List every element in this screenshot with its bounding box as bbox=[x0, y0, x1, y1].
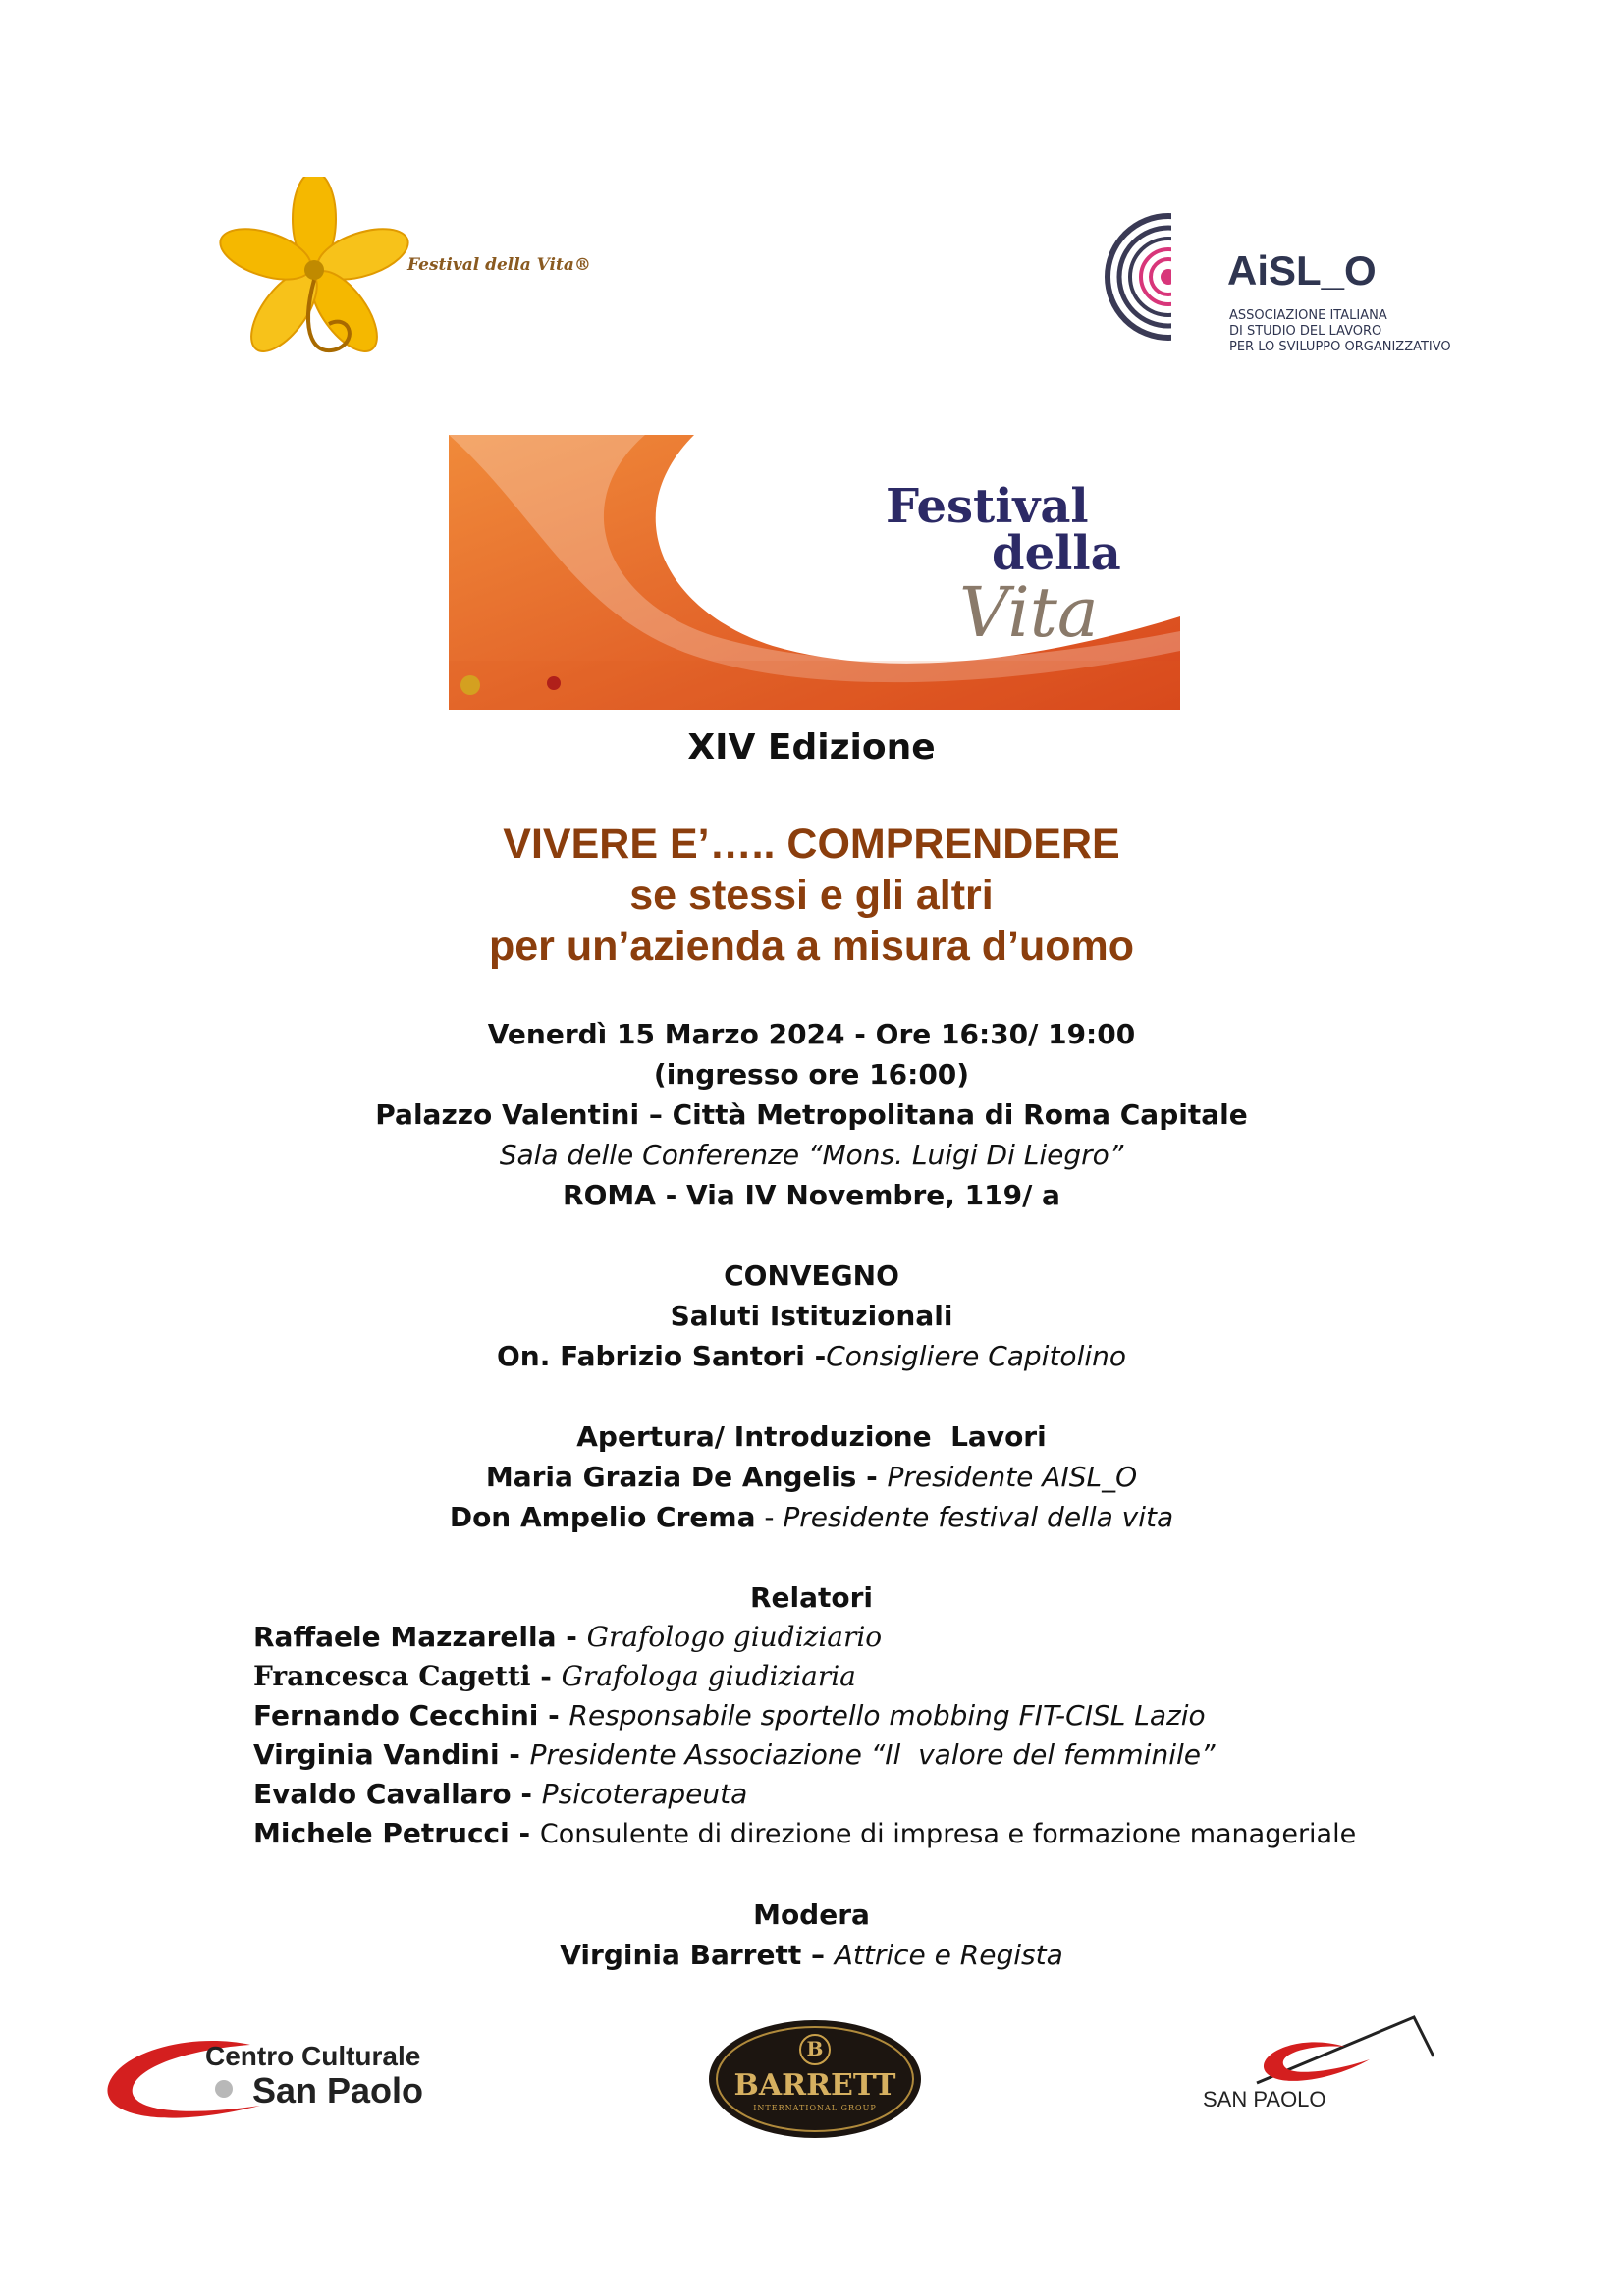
speaker-row bbox=[253, 1735, 1216, 1775]
barrett-logo bbox=[705, 2017, 925, 2141]
barrett-initial: B bbox=[806, 2037, 824, 2060]
aislo-line1: ASSOCIAZIONE ITALIANA bbox=[1229, 308, 1387, 323]
speaker-name: Francesca Cagetti - bbox=[253, 1660, 562, 1692]
aislo-name: AiSL_O bbox=[1227, 247, 1377, 294]
flower-icon bbox=[206, 177, 432, 373]
moderator-name: Virginia Barrett – bbox=[560, 1939, 835, 1971]
banner-vita-text: Vita bbox=[959, 572, 1099, 653]
aislo-logo bbox=[1105, 208, 1497, 365]
festival-della-vita-logo bbox=[206, 177, 599, 373]
speaker-name: Virginia Vandini - bbox=[253, 1738, 530, 1771]
title-line-1: VIVERE E’….. COMPRENDERE bbox=[503, 821, 1120, 868]
convegno-heading: CONVEGNO bbox=[724, 1259, 899, 1292]
banner-festival-text: Festival bbox=[886, 479, 1089, 534]
centro-culturale-line1: Centro Culturale bbox=[205, 2041, 421, 2071]
event-venue: Palazzo Valentini – Città Metropolitana di Roma Capitale bbox=[375, 1098, 1248, 1131]
barrett-sub: INTERNATIONAL GROUP bbox=[753, 2104, 877, 2112]
opening-heading: Apertura/ Introduzione Lavori bbox=[576, 1420, 1047, 1453]
greeter-line bbox=[0, 1336, 1623, 1376]
speaker-role: Presidente Associazione “Il valore del femminile” bbox=[529, 1738, 1216, 1771]
opening-person-name: Don Ampelio Crema bbox=[449, 1501, 756, 1533]
opening-person-role: Presidente AISL_O bbox=[887, 1461, 1138, 1493]
aislo-rings-icon bbox=[1105, 208, 1232, 346]
speakers-heading: Relatori bbox=[749, 1581, 874, 1614]
speaker-row bbox=[253, 1814, 1356, 1854]
aislo-line3: PER LO SVILUPPO ORGANIZZATIVO bbox=[1229, 340, 1451, 354]
speaker-role: Consulente di direzione di impresa e formazione manageriale bbox=[539, 1819, 1357, 1849]
greetings-heading: Saluti Istituzionali bbox=[670, 1300, 953, 1332]
festival-banner bbox=[449, 435, 1180, 710]
edition-heading: XIV Edizione bbox=[687, 727, 936, 768]
san-paolo-mark-icon bbox=[1198, 2012, 1443, 2091]
title-line-3: per un’azienda a misura d’uomo bbox=[488, 923, 1135, 970]
opening-person-role: Presidente festival della vita bbox=[783, 1501, 1174, 1533]
speaker-role: Grafologo giudiziario bbox=[586, 1621, 883, 1653]
moderator-line bbox=[0, 1935, 1623, 1975]
centro-culturale-logo bbox=[103, 2027, 457, 2135]
moderator-heading: Modera bbox=[753, 1898, 870, 1931]
centro-culturale-line2: San Paolo bbox=[252, 2070, 424, 2110]
greeter-name: On. Fabrizio Santori - bbox=[496, 1340, 827, 1372]
greeter-role: Consigliere Capitolino bbox=[826, 1340, 1127, 1372]
speaker-row bbox=[253, 1618, 882, 1657]
speaker-row bbox=[253, 1696, 1206, 1735]
speaker-name: Evaldo Cavallaro - bbox=[253, 1778, 542, 1810]
speaker-role: Psicoterapeuta bbox=[541, 1778, 748, 1810]
speaker-role: Responsabile sportello mobbing FIT-CISL Lazio bbox=[568, 1699, 1206, 1732]
moderator-role: Attrice e Regista bbox=[834, 1939, 1063, 1971]
barrett-name: BARRETT bbox=[733, 2068, 896, 2103]
san-paolo-name: SAN PAOLO bbox=[1203, 2087, 1326, 2111]
festival-small-text: Festival della Vita® bbox=[407, 255, 591, 275]
opening-person-2 bbox=[0, 1497, 1623, 1537]
aislo-line2: DI STUDIO DEL LAVORO bbox=[1229, 324, 1382, 339]
san-paolo-logo bbox=[1198, 2012, 1443, 2120]
event-entry: (ingresso ore 16:00) bbox=[653, 1058, 970, 1091]
speaker-name: Michele Petrucci - bbox=[253, 1817, 540, 1849]
opening-person-name: Maria Grazia De Angelis - bbox=[485, 1461, 888, 1493]
event-address: ROMA - Via IV Novembre, 119/ a bbox=[563, 1179, 1060, 1211]
opening-person-separator: - bbox=[755, 1501, 784, 1533]
title-line-2: se stessi e gli altri bbox=[629, 872, 994, 919]
speaker-row bbox=[253, 1775, 747, 1814]
speaker-role: Grafologa giudiziaria bbox=[561, 1660, 856, 1692]
opening-person-1 bbox=[0, 1457, 1623, 1497]
speaker-name: Raffaele Mazzarella - bbox=[253, 1621, 587, 1653]
speaker-row bbox=[253, 1657, 856, 1696]
speaker-name: Fernando Cecchini - bbox=[253, 1699, 569, 1732]
banner-della-text: della bbox=[992, 526, 1121, 581]
event-hall: Sala delle Conferenze “Mons. Luigi Di Liegro” bbox=[499, 1139, 1124, 1171]
event-date: Venerdì 15 Marzo 2024 - Ore 16:30/ 19:00 bbox=[487, 1018, 1136, 1050]
